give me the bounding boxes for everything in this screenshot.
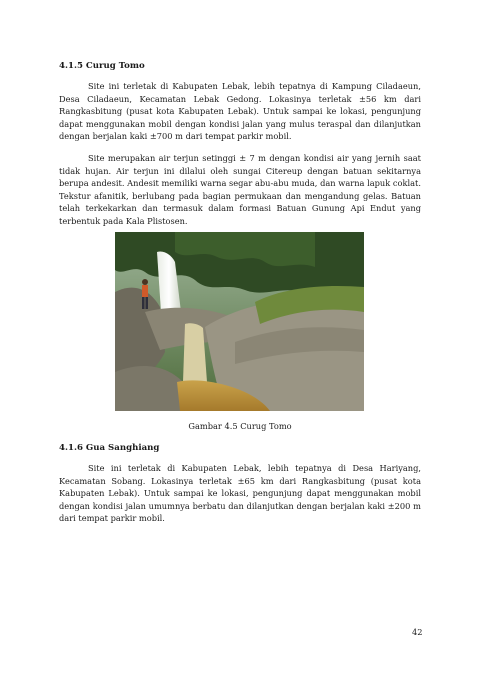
section-heading-curug-tomo: 4.1.5 Curug Tomo bbox=[59, 61, 145, 71]
figure-caption: Gambar 4.5 Curug Tomo bbox=[188, 421, 292, 431]
waterfall-photo bbox=[115, 232, 364, 411]
section-heading-gua-sanghiang: 4.1.6 Gua Sanghiang bbox=[59, 443, 160, 453]
paragraph-curug-tomo-location: Site ini terletak di Kabupaten Lebak, lebih tepatnya di Kampung Ciladaeun, Desa Ciladaeun, Kecamatan Lebak Gedong. Lokasinya terletak ±56 km dari Rangkasbitung (pusat kota Kabupaten Lebak). Untuk sampai ke lokasi, pengunjung dapat menggunakan mobil dengan kondisi jalan yang mulus teraspal dan dilanjutkan dengan berjalan kaki ±700 m dari tempat parkir mobil. bbox=[59, 81, 421, 142]
paragraph-gua-sanghiang-location: Site ini terletak di Kabupaten Lebak, lebih tepatnya di Desa Hariyang, Kecamatan Sobang. Lokasinya terletak ±65 km dari Rangkasbitung (pusat kota Kabupaten Lebak). Untuk sampai ke lokasi, pengunjung dapat menggunakan mobil dengan kondisi jalan umumnya berbatu dan dilanjutkan dengan berjalan kaki ±200 m dari tempat parkir mobil. bbox=[59, 463, 421, 524]
waterfall-photo-illustration bbox=[115, 232, 364, 411]
paragraph-curug-tomo-geology: Site merupakan air terjun setinggi ± 7 m dengan kondisi air yang jernih saat tidak hujan. Air terjun ini dilalui oleh sungai Citereup dengan batuan sekitarnya berupa andesit. Andesit memiliki warna segar abu-abu muda, dan warna lapuk coklat. Tekstur afanitik, berlubang pada bagian permukaan dan mengandung gelas. Batuan telah terkekarkan dan termasuk dalam formasi Batuan Gunung Api Endut yang terbentuk pada Kala Plistosen. bbox=[59, 153, 421, 226]
page-number: 42 bbox=[412, 627, 423, 637]
